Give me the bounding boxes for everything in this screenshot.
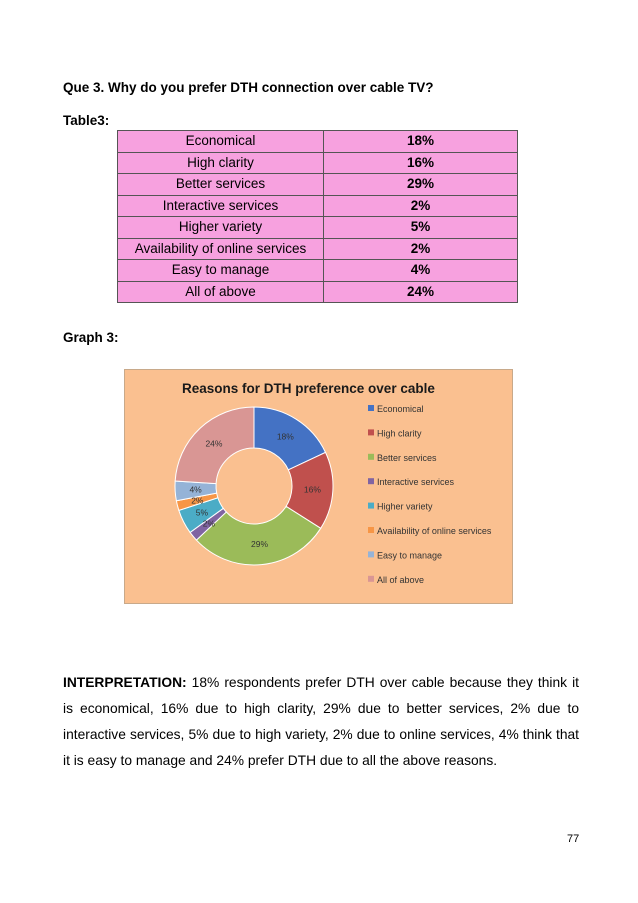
row-value: 5% [324, 217, 518, 239]
data-label: 2% [202, 518, 216, 529]
row-value: 16% [324, 152, 518, 174]
row-label: All of above [118, 281, 324, 303]
data-label: 16% [303, 484, 321, 495]
table-row [118, 281, 518, 303]
row-value: 18% [324, 131, 518, 153]
row-value: 4% [324, 260, 518, 282]
row-value: 24% [324, 281, 518, 303]
legend-label: Interactive services [377, 477, 455, 488]
data-label: 4% [189, 484, 202, 495]
chart-title: Reasons for DTH preference over cable [182, 381, 435, 396]
preference-table [117, 130, 518, 303]
legend-swatch [368, 503, 374, 509]
interpretation-heading: INTERPRETATION: [63, 675, 187, 690]
legend-label: Higher variety [377, 501, 433, 512]
legend-label: Better services [377, 452, 437, 463]
data-label: 5% [195, 507, 209, 518]
row-label: High clarity [118, 152, 324, 174]
row-label: Better services [118, 174, 324, 196]
table-row [118, 217, 518, 239]
row-label: Higher variety [118, 217, 324, 239]
doughnut-chart [125, 370, 514, 605]
interpretation-paragraph [63, 670, 579, 774]
legend-swatch [368, 576, 374, 582]
legend-label: Economical [377, 404, 424, 414]
data-label: 18% [276, 431, 294, 442]
table-row [118, 152, 518, 174]
legend-label: All of above [377, 574, 425, 585]
legend-swatch [368, 405, 374, 411]
table-label: Table3: [63, 113, 110, 128]
legend-swatch [368, 478, 374, 484]
row-value: 29% [324, 174, 518, 196]
table-row [118, 195, 518, 217]
data-label: 29% [250, 539, 269, 550]
interpretation-text: 18% respondents prefer DTH over cable because they think it is economical, 16% due to high clarity, 29% due to better services, 2% due to interactive services, 5% due to high variety, 2% due to online services, 4% think that it is easy to manage and 24% prefer DTH due to all the above reasons. [63, 675, 579, 768]
data-label: 2% [191, 495, 204, 506]
chart-legend [368, 404, 492, 585]
table-row [118, 174, 518, 196]
table-row [118, 260, 518, 282]
row-value: 2% [324, 195, 518, 217]
graph-label: Graph 3: [63, 330, 119, 345]
question-heading: Que 3. Why do you prefer DTH connection over cable TV? [63, 80, 434, 95]
data-label: 24% [205, 438, 223, 449]
row-label: Economical [118, 131, 324, 153]
table-row [118, 131, 518, 153]
row-label: Easy to manage [118, 260, 324, 282]
legend-swatch [368, 429, 374, 435]
page-number: 77 [567, 833, 580, 845]
legend-label: Easy to manage [377, 550, 443, 561]
legend-label: High clarity [377, 428, 422, 439]
row-label: Availability of online services [118, 238, 324, 260]
legend-swatch [368, 551, 374, 557]
legend-swatch [368, 454, 374, 460]
chart-area [124, 369, 513, 604]
row-label: Interactive services [118, 195, 324, 217]
row-value: 2% [324, 238, 518, 260]
table-row [118, 238, 518, 260]
legend-label: Availability of online services [377, 526, 492, 536]
legend-swatch [368, 527, 374, 533]
